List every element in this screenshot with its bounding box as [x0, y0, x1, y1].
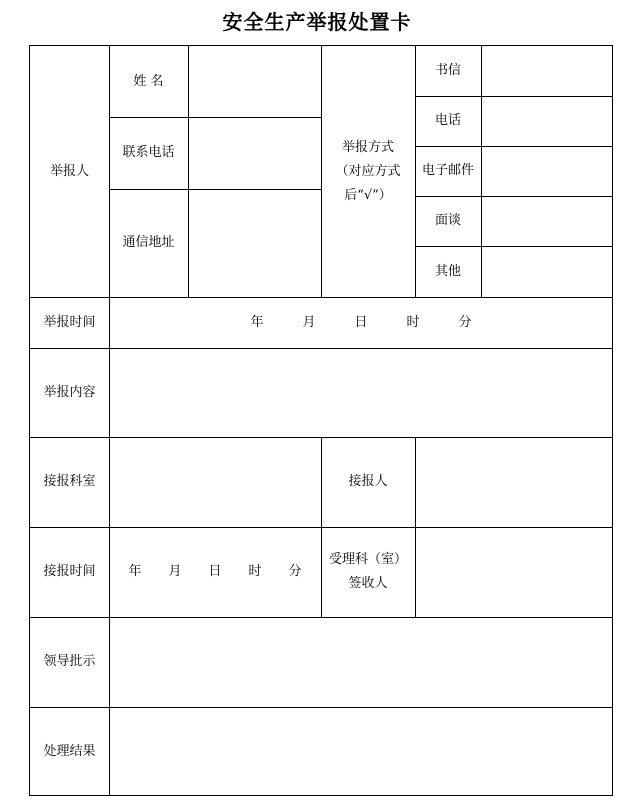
time-unit-minute: 分 — [288, 564, 302, 579]
name-label: 姓 名 — [133, 73, 164, 89]
method-email-label: 电子邮件 — [421, 163, 474, 178]
phone-field[interactable] — [188, 117, 321, 189]
address-label: 通信地址 — [122, 235, 175, 250]
signer-label — [321, 527, 415, 617]
report-method-label — [321, 46, 415, 297]
leader-instruction-field[interactable] — [109, 617, 613, 707]
receiving-time-field[interactable] — [109, 527, 321, 617]
method-phone-label: 电话 — [434, 113, 461, 128]
method-interview-label: 面谈 — [434, 213, 461, 228]
report-time-label: 举报时间 — [43, 314, 96, 330]
time-unit-hour: 时 — [248, 564, 262, 579]
time-unit-day: 日 — [208, 564, 222, 579]
method-other-label: 其他 — [434, 263, 461, 279]
leader-instruction-label: 领导批示 — [43, 654, 96, 669]
receiving-dept-field[interactable] — [109, 437, 321, 527]
report-content-field[interactable] — [109, 348, 613, 437]
time-unit-month: 月 — [168, 564, 182, 579]
report-method-line: 后“√”） — [344, 187, 392, 203]
form-title: 安全生产举报处置卡 — [222, 10, 412, 34]
method-other-checkbox[interactable] — [481, 246, 613, 297]
report-method-line: 举报方式 — [341, 139, 394, 155]
method-phone-checkbox[interactable] — [481, 96, 613, 146]
handling-result-label: 处理结果 — [43, 743, 96, 759]
method-interview-checkbox[interactable] — [481, 196, 613, 246]
address-field[interactable] — [188, 189, 321, 297]
receiving-time-label: 接报时间 — [43, 564, 96, 579]
receiver-label: 接报人 — [348, 474, 388, 489]
receiving-dept-label: 接报科室 — [43, 474, 96, 489]
method-email-checkbox[interactable] — [481, 146, 613, 196]
report-content-label: 举报内容 — [43, 384, 96, 400]
handling-result-field[interactable] — [109, 707, 613, 796]
phone-label: 联系电话 — [122, 145, 175, 160]
time-unit-year: 年 — [250, 314, 264, 330]
time-unit-day: 日 — [354, 314, 368, 330]
time-unit-hour: 时 — [406, 314, 420, 330]
signer-field[interactable] — [415, 527, 613, 617]
reporter-label: 举报人 — [49, 163, 89, 179]
time-unit-month: 月 — [302, 314, 316, 330]
method-letter-label: 书信 — [434, 63, 461, 78]
time-unit-year: 年 — [128, 564, 142, 579]
report-form-table — [29, 45, 613, 796]
signer-label-line: 签收人 — [348, 576, 388, 591]
signer-label-line: 受理科（室） — [328, 552, 407, 567]
report-time-field[interactable] — [109, 297, 613, 348]
time-unit-minute: 分 — [458, 314, 472, 330]
name-field[interactable] — [188, 46, 321, 117]
receiver-field[interactable] — [415, 437, 613, 527]
report-method-line: （对应方式 — [335, 163, 401, 179]
method-letter-checkbox[interactable] — [481, 46, 613, 96]
